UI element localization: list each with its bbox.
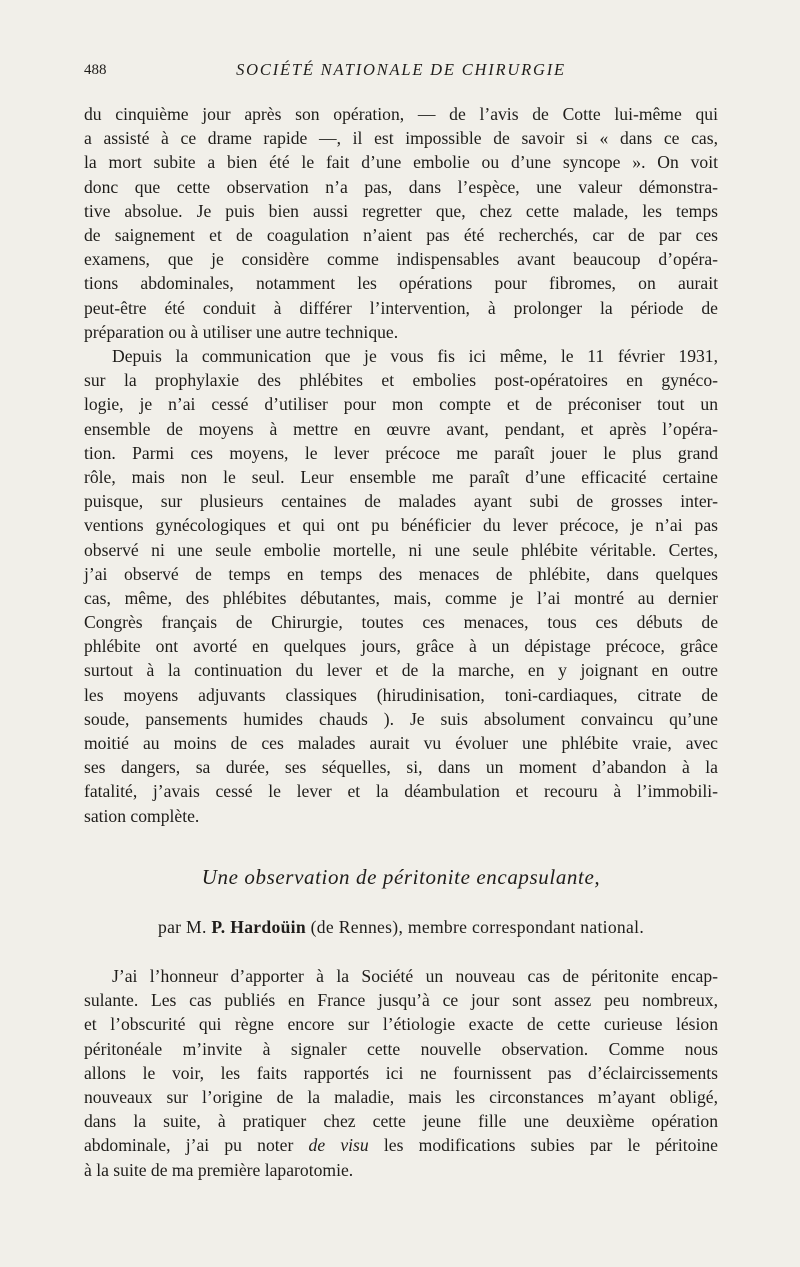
text-line: et l’obscurité qui règne encore sur l’étiologie exacte de cette curieuse lésion xyxy=(84,1014,718,1035)
byline-suffix: (de Rennes), membre correspondant national. xyxy=(305,917,645,937)
text-line: tion. Parmi ces moyens, le lever précoce me paraît jouer le plus grand xyxy=(84,442,718,463)
text-line-mixed xyxy=(84,1133,718,1157)
byline-prefix: par M. xyxy=(157,917,212,937)
text-line: observé ni une seule embolie mortelle, ni une seule phlébite véritable. Certes, xyxy=(84,539,718,560)
text-line: tive absolue. Je puis bien aussi regretter que, chez cette malade, les temps xyxy=(84,200,718,221)
text-line: sation complète. xyxy=(84,805,200,826)
text-line: ensemble de moyens à mettre en œuvre avant, pendant, et après l’opéra- xyxy=(84,418,718,439)
page-number: 488 xyxy=(84,62,107,78)
text-line: rôle, mais non le seul. Leur ensemble me paraît d’une efficacité certaine xyxy=(84,466,718,487)
text-line: moitié au moins de ces malades aurait vu évoluer une phlébite vraie, avec xyxy=(84,733,718,753)
text-line: péritonéale m’invite à signaler cette nouvelle observation. Comme nous xyxy=(84,1038,718,1059)
text-line: tions abdominales, notamment les opérations pour fibromes, on aurait xyxy=(84,273,718,294)
paragraph-prophylaxis xyxy=(84,344,718,828)
journal-title: SOCIÉTÉ NATIONALE DE CHIRURGIE xyxy=(236,60,566,79)
author-byline xyxy=(84,917,718,938)
text-line: la mort subite a bien été le fait d’une embolie ou d’une syncope ». On voit xyxy=(84,152,718,173)
text-line: ses dangers, sa durée, ses séquelles, si, dans un moment d’abandon à la xyxy=(84,757,718,778)
text-line: ventions gynécologiques et qui ont pu bénéficier du lever précoce, je n’ai pas xyxy=(84,515,718,536)
text-line: sulante. Les cas publiés en France jusqu’à ce jour sont assez peu nombreux, xyxy=(84,990,718,1011)
paragraph-observation xyxy=(84,964,718,1182)
text-line: peut-être été conduit à différer l’intervention, à prolonger la période de xyxy=(84,297,718,318)
running-header xyxy=(84,58,718,86)
text-line: a assisté à ce drame rapide —, il est impossible de savoir si « dans ce cas, xyxy=(84,128,718,149)
text-line: puisque, sur plusieurs centaines de malades ayant subi de grosses inter- xyxy=(84,491,718,512)
author-name: P. Hardoüin xyxy=(211,917,306,937)
text-line: Depuis la communication que je vous fis ici même, le 11 février 1931, xyxy=(112,346,718,366)
italic-phrase: de visu xyxy=(308,1135,369,1156)
text-line: surtout à la continuation du lever et de la marche, en y joignant en outre xyxy=(84,660,718,681)
text-segment: les modifications subies par le péritoine xyxy=(368,1135,718,1156)
text-line: les moyens adjuvants classiques (hirudinisation, toni-cardiaques, citrate de xyxy=(84,684,718,705)
text-line: J’ai l’honneur d’apporter à la Société un nouveau cas de péritonite encap- xyxy=(112,966,718,986)
text-line: nouveaux sur l’origine de la maladie, mais les circonstances m’ayant obligé, xyxy=(84,1086,718,1107)
text-line: du cinquième jour après son opération, — de l’avis de Cotte lui-même qui xyxy=(84,104,718,124)
text-line: cas, même, des phlébites débutantes, mais, comme je l’ai montré au dernier xyxy=(84,587,718,608)
text-line: à la suite de ma première laparotomie. xyxy=(84,1159,354,1180)
text-line: préparation ou à utiliser une autre technique. xyxy=(84,321,399,342)
text-line: examens, que je considère comme indispensables avant beaucoup d’opéra- xyxy=(84,249,718,270)
text-line: dans la suite, à pratiquer chez cette jeune fille une deuxième opération xyxy=(84,1111,718,1132)
text-line: Congrès français de Chirurgie, toutes ces menaces, tous ces débuts de xyxy=(84,612,718,633)
text-line: donc que cette observation n’a pas, dans l’espèce, une valeur démonstra- xyxy=(84,176,718,197)
text-line: allons le voir, les faits rapportés ici ne fournissent pas d’éclaircissements xyxy=(84,1062,718,1083)
text-line: logie, je n’ai cessé d’utiliser pour mon compte et de préconiser tout un xyxy=(84,394,718,415)
text-line: j’ai observé de temps en temps des menaces de phlébite, dans quelques xyxy=(84,563,718,584)
text-line: fatalité, j’avais cessé le lever et la déambulation et recouru à l’immobili- xyxy=(84,781,718,802)
section-title: Une observation de péritonite encapsulante, xyxy=(201,865,601,889)
text-line: sur la prophylaxie des phlébites et embolies post-opératoires en gynéco- xyxy=(84,370,718,391)
text-line: soude, pansements humides chauds ). Je suis absolument convaincu qu’une xyxy=(84,708,718,729)
paragraph-continuation xyxy=(84,102,718,344)
text-line: phlébite ont avorté en quelques jours, grâce à un dépistage précoce, grâce xyxy=(84,636,718,657)
text-segment: abdominale, j’ai pu noter xyxy=(84,1135,309,1156)
text-line: de saignement et de coagulation n’aient pas été recherchés, car de par ces xyxy=(84,224,718,245)
